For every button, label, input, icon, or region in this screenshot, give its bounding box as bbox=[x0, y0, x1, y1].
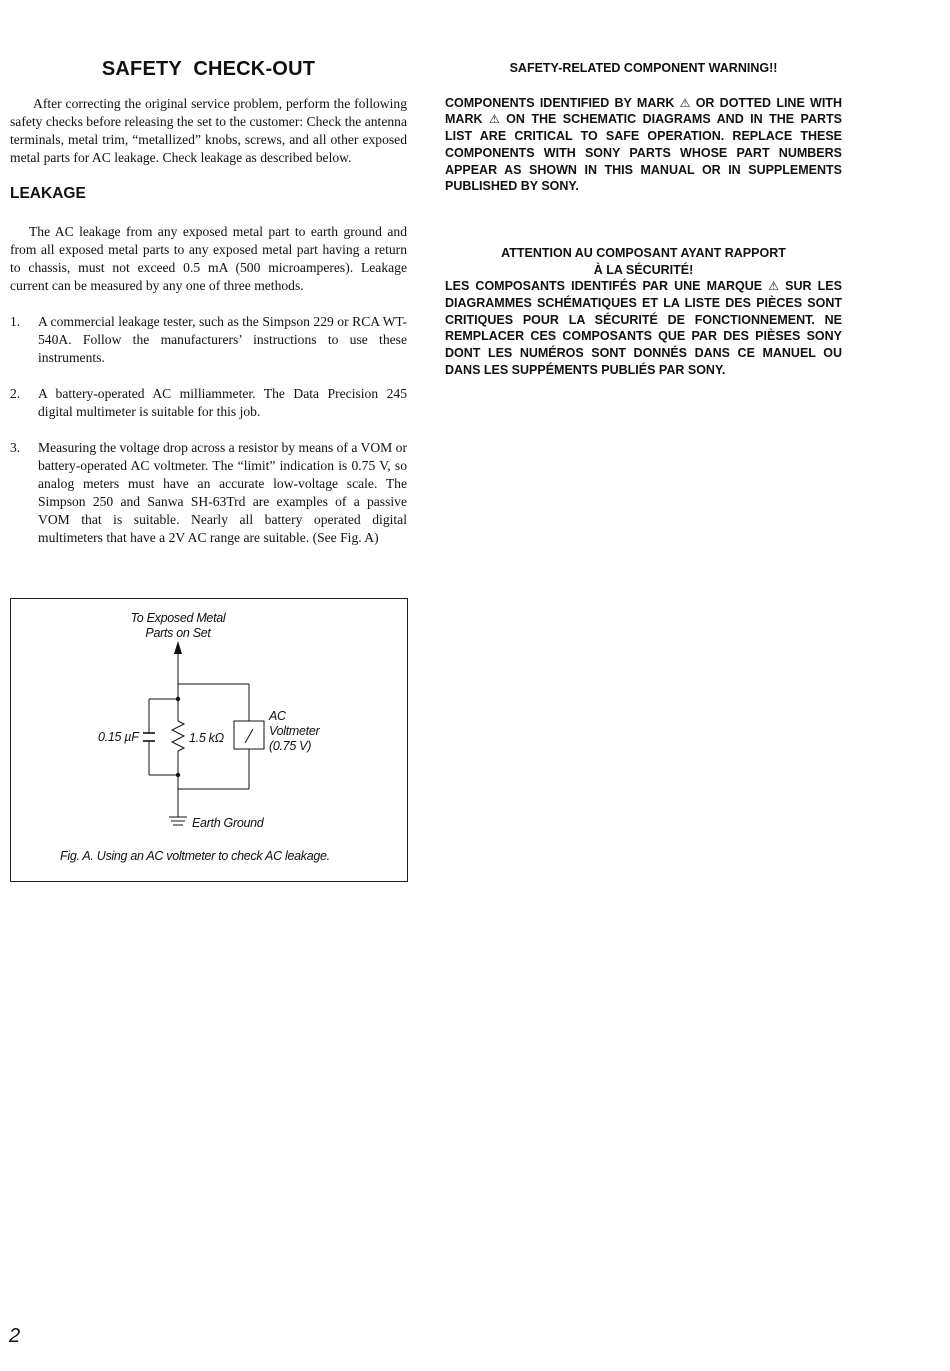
figure-caption: Fig. A. Using an AC voltmeter to check AC leakage. bbox=[60, 849, 330, 863]
method-number: 2. bbox=[10, 386, 21, 401]
method-item-1 bbox=[10, 313, 407, 367]
voltmeter-label-line2: Voltmeter bbox=[269, 724, 320, 738]
methods-list bbox=[10, 313, 407, 547]
earth-ground-icon bbox=[169, 817, 187, 825]
method-number: 3. bbox=[10, 440, 21, 455]
page-number: 2 bbox=[9, 1325, 21, 1347]
junction-dot bbox=[176, 773, 180, 777]
attention-title bbox=[445, 245, 842, 278]
probe-label bbox=[128, 611, 228, 641]
method-number: 1. bbox=[10, 314, 21, 329]
attention-text-part2: SUR LES DIAGRAMMES SCHÉMATIQUES ET LA LISTE DES PIÈCES SONT CRITIQUES POUR LA SÉCURITÉ DE FONCTIONNEMENT. NE REMPLACER CES COMPOSANTS QUE PAR DES PIÈSES SONY DONT LES NUMÉROS SONT DONNÉS DANS CE MANUEL OU DANS LES SUPPÉMENTS PUBLIÉS PAR SONY. bbox=[445, 279, 842, 377]
warning-mark-icon: ⚠ bbox=[768, 279, 780, 294]
probe-label-line2: Parts on Set bbox=[145, 626, 211, 640]
voltmeter-label bbox=[269, 709, 319, 754]
method-item-3 bbox=[10, 439, 407, 547]
leakage-paragraph: The AC leakage from any exposed metal part to earth ground and from all exposed metal parts to any exposed metal part having a return to chassis, must not exceed 0.5 mA (500 microamperes). Leakage current can be measured by any one of three methods. bbox=[10, 224, 407, 293]
figure-a bbox=[10, 598, 408, 882]
voltmeter-label-line1: AC bbox=[269, 709, 286, 723]
warning-mark-icon: ⚠ bbox=[679, 95, 691, 110]
attention-title-line1: ATTENTION AU COMPOSANT AYANT RAPPORT bbox=[501, 245, 786, 260]
arrow-up-icon bbox=[174, 641, 182, 654]
attention-title-line2: À LA SÉCURITÉ! bbox=[593, 262, 694, 277]
method-text: A battery-operated AC milliammeter. The Data Precision 245 digital multimeter is suitable for this job. bbox=[38, 386, 407, 419]
junction-dot bbox=[176, 697, 180, 701]
attention-text-part1: LES COMPOSANTS IDENTIFÉS PAR UNE MARQUE bbox=[445, 279, 763, 294]
method-text: A commercial leakage tester, such as the Simpson 229 or RCA WT-540A. Follow the manufacturers’ instructions to use these instruments. bbox=[38, 314, 407, 365]
capacitor-label: 0.15 µF bbox=[98, 730, 139, 744]
resistor-symbol bbox=[172, 721, 184, 751]
resistor-label: 1.5 kΩ bbox=[189, 731, 224, 745]
method-text: Measuring the voltage drop across a resistor by means of a VOM or battery-operated AC voltmeter. The “limit” indication is 0.75 V, so analog meters must have an accurate low-voltage scale. The Simpson 250 and Sanwa SH-63Trd are examples of a passive VOM that is suitable. Nearly all battery operated digital multimeters that have a 2V AC range are suitable. (See Fig. A) bbox=[38, 440, 407, 545]
attention-paragraph bbox=[445, 278, 842, 378]
warning-paragraph bbox=[445, 95, 842, 195]
intro-paragraph: After correcting the original service problem, perform the following safety checks before releasing the set to the customer: Check the antenna terminals, metal trim, “metallized” knobs, screws, and all other exposed metal parts for AC leakage. Check leakage as described below. bbox=[10, 96, 407, 165]
probe-label-line1: To Exposed Metal bbox=[130, 611, 226, 625]
warning-text-part1: COMPONENTS IDENTIFIED BY MARK bbox=[445, 95, 675, 110]
leakage-heading: LEAKAGE bbox=[10, 185, 86, 202]
ground-label: Earth Ground bbox=[192, 816, 264, 830]
voltmeter-label-line3: (0.75 V) bbox=[269, 739, 312, 753]
right-column bbox=[445, 60, 842, 379]
warning-text-part2: OR DOTTED LINE WITH MARK bbox=[445, 95, 842, 127]
warning-mark-icon: ⚠ bbox=[488, 112, 500, 127]
warning-text-part3: ON THE SCHEMATIC DIAGRAMS AND IN THE PARTS LIST ARE CRITICAL TO SAFE OPERATION. REPLACE THESE COMPONENTS WITH SONY PARTS WHOSE PART NUMBERS APPEAR AS SHOWN IN THIS MANUAL OR IN SUPPLEMENTS PUBLISHED BY SONY. bbox=[445, 112, 842, 194]
page-title: SAFETY CHECK-OUT bbox=[101, 58, 316, 80]
method-item-2 bbox=[10, 385, 407, 421]
left-column bbox=[10, 58, 407, 565]
warning-title: SAFETY-RELATED COMPONENT WARNING!! bbox=[509, 61, 778, 75]
